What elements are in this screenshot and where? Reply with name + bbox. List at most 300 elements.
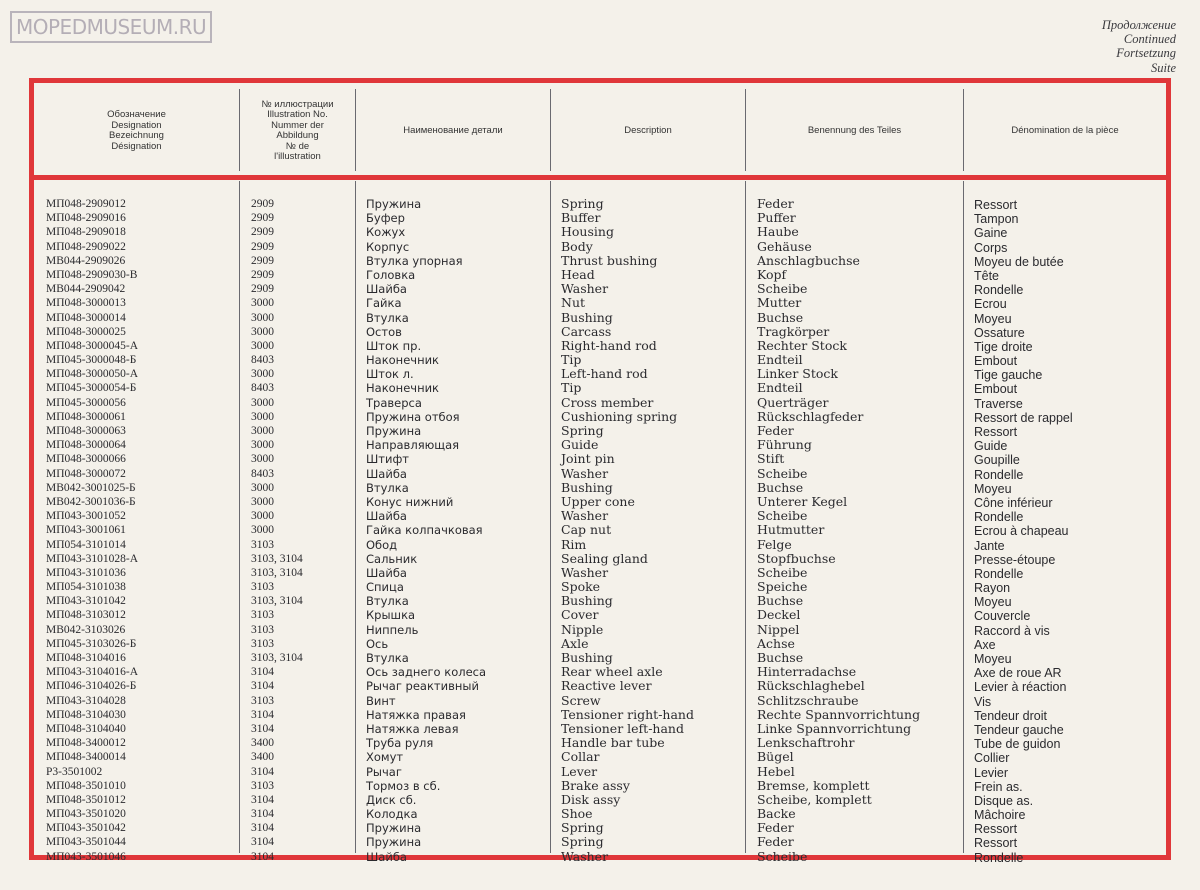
- illustration-no-cell: 3000: [251, 439, 274, 452]
- part-name-ru-cell: Кожух: [366, 225, 406, 240]
- illustration-no-cell: 3000: [251, 410, 274, 423]
- designation-cell: МП048-3000064: [46, 439, 126, 452]
- benennung-cell: Tragkörper: [757, 323, 830, 339]
- description-cell: Collar: [561, 749, 600, 765]
- denomination-cell: Moyeu: [974, 311, 1012, 326]
- part-name-ru-cell: Штифт: [366, 452, 410, 467]
- denomination-cell: Levier à réaction: [974, 680, 1067, 695]
- part-name-ru-cell: Втулка упорная: [366, 253, 463, 268]
- benennung-cell: Buchse: [757, 650, 804, 665]
- denomination-cell: Rondelle: [974, 566, 1024, 581]
- denomination-cell: Rondelle: [974, 510, 1024, 525]
- description-cell: Spoke: [561, 579, 601, 595]
- illustration-no-cell: 3103: [251, 581, 274, 594]
- description-cell: Nut: [561, 295, 586, 311]
- header-divider: [239, 89, 240, 171]
- description-cell: Washer: [561, 508, 609, 524]
- illustration-no-cell: 3103: [251, 623, 274, 636]
- designation-cell: МП048-3501010: [46, 779, 126, 792]
- table-row: [34, 495, 1166, 509]
- table-row: [34, 481, 1166, 495]
- description-cell: Axle: [561, 635, 589, 651]
- description-cell: Handle bar tube: [561, 735, 665, 751]
- table-row: [34, 381, 1166, 395]
- description-cell: Shoe: [561, 806, 593, 822]
- header-divider: [355, 89, 356, 171]
- part-name-ru-cell: Натяжка левая: [366, 721, 459, 736]
- part-name-ru-cell: Шайба: [366, 849, 407, 864]
- denomination-cell: Tendeur gauche: [974, 722, 1064, 737]
- part-name-ru-cell: Головка: [366, 267, 416, 282]
- table-row: [34, 850, 1166, 864]
- illustration-no-cell: 2909: [251, 268, 274, 281]
- part-name-ru-cell: Корпус: [366, 239, 410, 254]
- denomination-cell: Ressort: [974, 425, 1018, 439]
- illustration-no-cell: 3103: [251, 694, 274, 707]
- part-name-ru-cell: Тормоз в сб.: [366, 778, 441, 793]
- table-row: [34, 807, 1166, 821]
- designation-cell: МП043-3104028: [46, 694, 126, 707]
- illustration-no-cell: 3400: [251, 737, 274, 750]
- denomination-cell: Raccord à vis: [974, 623, 1050, 638]
- table-row: [34, 282, 1166, 296]
- header-divider: [963, 89, 964, 171]
- table-row: [34, 821, 1166, 835]
- illustration-no-cell: 2909: [251, 226, 274, 239]
- designation-cell: МП048-3000061: [46, 410, 126, 423]
- benennung-cell: Buchse: [757, 309, 804, 325]
- description-cell: Washer: [561, 465, 609, 481]
- description-cell: Cushioning spring: [561, 408, 678, 424]
- designation-cell: МП054-3101014: [46, 538, 126, 551]
- denomination-cell: Embout: [974, 354, 1018, 369]
- description-cell: Tip: [561, 352, 582, 368]
- designation-cell: МП048-2909016: [46, 212, 126, 225]
- illustration-no-cell: 3000: [251, 481, 274, 494]
- designation-cell: МП048-3104030: [46, 708, 126, 721]
- description-cell: Tip: [561, 380, 582, 396]
- description-cell: Bushing: [561, 593, 613, 609]
- table-row: [34, 736, 1166, 750]
- illustration-no-cell: 3103, 3104: [251, 552, 303, 565]
- part-name-ru-cell: Ось заднего колеса: [366, 665, 487, 680]
- illustration-no-cell: 2909: [251, 254, 274, 267]
- table-row: [34, 452, 1166, 466]
- designation-cell: МП048-3000045-А: [46, 339, 138, 352]
- illustration-no-cell: 2909: [251, 212, 274, 225]
- benennung-cell: Endteil: [757, 352, 803, 368]
- description-cell: Brake assy: [561, 777, 630, 793]
- benennung-cell: Buchse: [757, 593, 804, 609]
- table-row: [34, 637, 1166, 651]
- part-name-ru-cell: Наконечник: [366, 381, 440, 396]
- header-divider: [745, 89, 746, 171]
- designation-cell: МП048-2909022: [46, 240, 126, 253]
- table-row: [34, 580, 1166, 594]
- illustration-no-cell: 3103: [251, 538, 274, 551]
- part-name-ru-cell: Пружина: [366, 821, 422, 836]
- parts-table-frame: [29, 78, 1171, 865]
- illustration-no-cell: 3103: [251, 779, 274, 792]
- illustration-no-cell: 3000: [251, 495, 274, 508]
- illustration-no-cell: 8403: [251, 354, 274, 367]
- illustration-no-cell: 3104: [251, 808, 274, 821]
- part-name-ru-cell: Шток л.: [366, 367, 414, 382]
- description-cell: Disk assy: [561, 791, 621, 807]
- benennung-cell: Nippel: [757, 621, 800, 637]
- part-name-ru-cell: Гайка колпачковая: [366, 523, 483, 538]
- illustration-no-cell: 3104: [251, 765, 274, 778]
- benennung-cell: Rückschlaghebel: [757, 678, 865, 694]
- benennung-cell: Hinterradachse: [757, 664, 857, 680]
- part-name-ru-cell: Крышка: [366, 608, 416, 623]
- denomination-cell: Ressort: [974, 836, 1018, 851]
- header-illustration-no: № иллюстрации Illustration No. Nummer der Abbildung № de l'illustration: [261, 98, 334, 162]
- designation-cell: МВ042-3001025-Б: [46, 481, 136, 494]
- part-name-ru-cell: Ось: [366, 636, 389, 651]
- table-row: [34, 197, 1166, 211]
- description-cell: Reactive lever: [561, 678, 652, 694]
- table-row: [34, 353, 1166, 367]
- denomination-cell: Ecrou: [974, 297, 1007, 312]
- part-name-ru-cell: Втулка: [366, 310, 409, 325]
- denomination-cell: Vis: [974, 694, 992, 709]
- denomination-cell: Levier: [974, 765, 1009, 780]
- denomination-cell: Gaine: [974, 226, 1008, 241]
- table-row: [34, 750, 1166, 764]
- table-row: [34, 325, 1166, 339]
- designation-cell: МП043-3101036: [46, 566, 126, 579]
- denomination-cell: Cône inférieur: [974, 495, 1053, 510]
- denomination-cell: Ossature: [974, 325, 1025, 340]
- part-name-ru-cell: Направляющая: [366, 438, 460, 453]
- description-cell: Joint pin: [561, 451, 615, 467]
- description-cell: Guide: [561, 437, 599, 453]
- designation-cell: МП043-3501042: [46, 822, 126, 835]
- table-row: [34, 396, 1166, 410]
- table-row: [34, 679, 1166, 693]
- illustration-no-cell: 3104: [251, 708, 274, 721]
- description-cell: Bushing: [561, 479, 613, 495]
- description-cell: Lever: [561, 763, 598, 779]
- denomination-cell: Mâchoire: [974, 808, 1026, 823]
- part-name-ru-cell: Втулка: [366, 651, 409, 665]
- designation-cell: МП043-3001052: [46, 510, 126, 523]
- table-row: [34, 211, 1166, 225]
- denomination-cell: Tige droite: [974, 339, 1033, 354]
- description-cell: Cross member: [561, 394, 654, 410]
- benennung-cell: Stift: [757, 451, 785, 467]
- denomination-cell: Rondelle: [974, 467, 1024, 482]
- table-row: [34, 268, 1166, 282]
- designation-cell: МП048-3104016: [46, 652, 126, 664]
- part-name-ru-cell: Конус нижний: [366, 494, 454, 509]
- description-cell: Right-hand rod: [561, 337, 657, 353]
- part-name-ru-cell: Шайба: [366, 466, 407, 481]
- benennung-cell: Rechte Spannvorrichtung: [757, 706, 921, 722]
- designation-cell: МП045-3000054-Б: [46, 382, 137, 395]
- denomination-cell: Moyeu: [974, 481, 1012, 496]
- description-cell: Washer: [561, 848, 609, 864]
- table-row: [34, 410, 1166, 424]
- part-name-ru-cell: Траверса: [366, 395, 422, 410]
- designation-cell: МП045-3103026-Б: [46, 637, 137, 650]
- table-row: [34, 779, 1166, 793]
- denomination-cell: Ecrou à chapeau: [974, 524, 1069, 539]
- part-name-ru-cell: Пружина: [366, 835, 422, 850]
- table-row: [34, 793, 1166, 807]
- denomination-cell: Tendeur droit: [974, 708, 1047, 723]
- description-cell: Washer: [561, 564, 609, 580]
- denomination-cell: Corps: [974, 240, 1008, 255]
- part-name-ru-cell: Втулка: [366, 594, 409, 609]
- designation-cell: МП043-3501020: [46, 808, 126, 821]
- benennung-cell: Scheibe: [757, 564, 808, 580]
- illustration-no-cell: 3000: [251, 425, 274, 437]
- description-cell: Tensioner left-hand: [561, 720, 684, 736]
- part-name-ru-cell: Хомут: [366, 750, 404, 765]
- designation-cell: МП048-3103012: [46, 609, 126, 622]
- designation-cell: МП048-3104040: [46, 722, 126, 735]
- benennung-cell: Lenkschaftrohr: [757, 735, 855, 751]
- part-name-ru-cell: Пружина: [366, 424, 422, 438]
- designation-cell: МП048-3400012: [46, 737, 126, 750]
- illustration-no-cell: 3000: [251, 311, 274, 324]
- part-name-ru-cell: Гайка: [366, 296, 402, 311]
- part-name-ru-cell: Наконечник: [366, 353, 440, 368]
- table-row: [34, 438, 1166, 452]
- designation-cell: МП048-2909030-В: [46, 268, 138, 281]
- table-row: [34, 509, 1166, 523]
- denomination-cell: Rondelle: [974, 850, 1024, 865]
- denomination-cell: Embout: [974, 382, 1018, 397]
- denomination-cell: Ressort: [974, 198, 1018, 212]
- designation-cell: МП048-3000063: [46, 425, 126, 437]
- designation-cell: МП046-3104026-Б: [46, 680, 137, 693]
- designation-cell: МП045-3000048-Б: [46, 354, 137, 367]
- table-row: [34, 651, 1166, 665]
- table-row: [34, 708, 1166, 722]
- benennung-cell: Scheibe: [757, 508, 808, 524]
- description-cell: Carcass: [561, 323, 612, 339]
- illustration-no-cell: 3000: [251, 339, 274, 352]
- table-row: [34, 367, 1166, 381]
- denomination-cell: Ressort de rappel: [974, 410, 1073, 425]
- denomination-cell: Tige gauche: [974, 368, 1043, 383]
- denomination-cell: Jante: [974, 538, 1005, 553]
- part-name-ru-cell: Спица: [366, 580, 404, 595]
- benennung-cell: Scheibe: [757, 848, 808, 864]
- illustration-no-cell: 3104: [251, 680, 274, 693]
- illustration-no-cell: 3000: [251, 524, 274, 537]
- designation-cell: МП048-3000072: [46, 467, 126, 480]
- illustration-no-cell: 3103, 3104: [251, 595, 303, 608]
- table-row: [34, 467, 1166, 481]
- benennung-cell: Scheibe: [757, 281, 808, 297]
- table-row: [34, 339, 1166, 353]
- continued-ru: Продолжение: [1101, 18, 1176, 32]
- part-name-ru-cell: Остов: [366, 324, 402, 339]
- denomination-cell: Disque as.: [974, 793, 1034, 808]
- part-name-ru-cell: Диск сб.: [366, 792, 417, 807]
- description-cell: Body: [561, 238, 593, 254]
- benennung-cell: Puffer: [757, 210, 796, 226]
- denomination-cell: Moyeu: [974, 595, 1012, 610]
- illustration-no-cell: 3103, 3104: [251, 566, 303, 579]
- illustration-no-cell: 2909: [251, 198, 274, 210]
- description-cell: Screw: [561, 692, 601, 708]
- description-cell: Rear wheel axle: [561, 664, 663, 680]
- table-row: [34, 538, 1166, 552]
- illustration-no-cell: 3103: [251, 637, 274, 650]
- denomination-cell: Rondelle: [974, 283, 1024, 298]
- part-name-ru-cell: Колодка: [366, 807, 418, 822]
- header-divider: [550, 89, 551, 171]
- illustration-no-cell: 3104: [251, 836, 274, 849]
- part-name-ru-cell: Сальник: [366, 551, 418, 566]
- denomination-cell: Traverse: [974, 396, 1023, 411]
- denomination-cell: Collier: [974, 751, 1010, 766]
- watermark-logo: MOPEDMUSEUM.RU: [10, 11, 212, 43]
- table-row: [34, 835, 1166, 849]
- benennung-cell: Buchse: [757, 479, 804, 495]
- table-row: [34, 608, 1166, 622]
- header-denomination: Dénomination de la pièce: [1011, 124, 1119, 136]
- designation-cell: МП048-2909012: [46, 198, 126, 210]
- illustration-no-cell: 2909: [251, 240, 274, 253]
- description-cell: Nipple: [561, 621, 604, 637]
- description-cell: Sealing gland: [561, 550, 648, 566]
- part-name-ru-cell: Шайба: [366, 565, 407, 580]
- designation-cell: МП045-3000056: [46, 396, 126, 409]
- benennung-cell: Kopf: [757, 266, 787, 282]
- designation-cell: Р3-3501002: [46, 765, 103, 778]
- description-cell: Cover: [561, 607, 599, 623]
- table-row: [34, 225, 1166, 239]
- description-cell: Washer: [561, 281, 609, 297]
- benennung-cell: Speiche: [757, 579, 808, 595]
- description-cell: Rim: [561, 536, 587, 552]
- illustration-no-cell: 8403: [251, 467, 274, 480]
- description-cell: Spring: [561, 834, 604, 850]
- part-name-ru-cell: Натяжка правая: [366, 707, 466, 722]
- part-name-ru-cell: Труба руля: [366, 736, 434, 751]
- part-name-ru-cell: Буфер: [366, 211, 405, 226]
- description-cell: Buffer: [561, 210, 601, 226]
- denomination-cell: Ressort: [974, 822, 1018, 837]
- denomination-cell: Moyeu de butée: [974, 254, 1064, 269]
- illustration-no-cell: 3000: [251, 453, 274, 466]
- illustration-no-cell: 3104: [251, 793, 274, 806]
- header-description: Description: [624, 124, 672, 136]
- table-body: [34, 197, 1166, 864]
- designation-cell: МВ042-3103026: [46, 623, 126, 636]
- header-part-name-ru: Наименование детали: [403, 124, 503, 136]
- illustration-no-cell: 3103: [251, 609, 274, 622]
- description-cell: Spring: [561, 820, 604, 836]
- designation-cell: МП048-3000013: [46, 297, 126, 310]
- continued-de: Fortsetzung: [1116, 46, 1176, 61]
- illustration-no-cell: 3000: [251, 368, 274, 381]
- table-header: [34, 83, 1166, 180]
- designation-cell: МП048-3000066: [46, 453, 126, 466]
- benennung-cell: Achse: [757, 635, 795, 651]
- description-cell: Bushing: [561, 650, 613, 665]
- benennung-cell: Linke Spannvorrichtung: [757, 720, 912, 736]
- continued-fr: Suite: [1151, 60, 1176, 75]
- designation-cell: МП043-3104016-А: [46, 666, 138, 679]
- designation-cell: МП048-3400014: [46, 751, 126, 764]
- denomination-cell: Axe de roue AR: [974, 666, 1062, 681]
- benennung-cell: Scheibe, komplett: [757, 791, 872, 807]
- description-cell: Spring: [561, 196, 604, 211]
- benennung-cell: Rechter Stock: [757, 337, 847, 353]
- benennung-cell: Hutmutter: [757, 522, 825, 538]
- designation-cell: МП043-3501046: [46, 850, 126, 863]
- designation-cell: МВ044-2909026: [46, 254, 126, 267]
- table-row: [34, 552, 1166, 566]
- benennung-cell: Stopfbuchse: [757, 550, 836, 566]
- illustration-no-cell: 3104: [251, 722, 274, 735]
- designation-cell: МП048-3000014: [46, 311, 126, 324]
- benennung-cell: Rückschlagfeder: [757, 408, 864, 424]
- denomination-cell: Goupille: [974, 453, 1020, 468]
- part-name-ru-cell: Обод: [366, 537, 398, 552]
- designation-cell: МП054-3101038: [46, 581, 126, 594]
- designation-cell: МП048-3501012: [46, 793, 126, 806]
- denomination-cell: Moyeu: [974, 652, 1012, 666]
- illustration-no-cell: 3400: [251, 751, 274, 764]
- table-row: [34, 623, 1166, 637]
- benennung-cell: Feder: [757, 196, 794, 211]
- benennung-cell: Gehäuse: [757, 238, 812, 254]
- denomination-cell: Presse-étoupe: [974, 552, 1056, 567]
- designation-cell: МВ044-2909042: [46, 283, 126, 296]
- benennung-cell: Scheibe: [757, 465, 808, 481]
- table-row: [34, 694, 1166, 708]
- denomination-cell: Rayon: [974, 581, 1011, 596]
- table-row: [34, 296, 1166, 310]
- header-designation: Обозначение Designation Bezeichnung Désignation: [107, 109, 166, 152]
- table-row: [34, 240, 1166, 254]
- illustration-no-cell: 3104: [251, 822, 274, 835]
- part-name-ru-cell: Рычаг реактивный: [366, 679, 479, 694]
- description-cell: Left-hand rod: [561, 366, 648, 382]
- illustration-no-cell: 3103, 3104: [251, 652, 303, 664]
- description-cell: Housing: [561, 224, 614, 240]
- part-name-ru-cell: Шток пр.: [366, 338, 422, 353]
- benennung-cell: Führung: [757, 437, 812, 453]
- designation-cell: МП048-3000025: [46, 325, 126, 338]
- part-name-ru-cell: Шайба: [366, 282, 407, 297]
- part-name-ru-cell: Втулка: [366, 480, 409, 495]
- denomination-cell: Tête: [974, 268, 1000, 283]
- benennung-cell: Endteil: [757, 380, 803, 396]
- benennung-cell: Deckel: [757, 607, 801, 623]
- benennung-cell: Haube: [757, 224, 799, 240]
- denomination-cell: Axe: [974, 637, 996, 652]
- illustration-no-cell: 3000: [251, 396, 274, 409]
- designation-cell: МП043-3501044: [46, 836, 126, 849]
- benennung-cell: Bügel: [757, 749, 794, 765]
- table-row: [34, 765, 1166, 779]
- part-name-ru-cell: Рычаг: [366, 764, 402, 779]
- description-cell: Cap nut: [561, 522, 612, 538]
- table-row: [34, 424, 1166, 438]
- benennung-cell: Backe: [757, 806, 796, 822]
- part-name-ru-cell: Пружина отбоя: [366, 409, 460, 424]
- benennung-cell: Hebel: [757, 763, 795, 779]
